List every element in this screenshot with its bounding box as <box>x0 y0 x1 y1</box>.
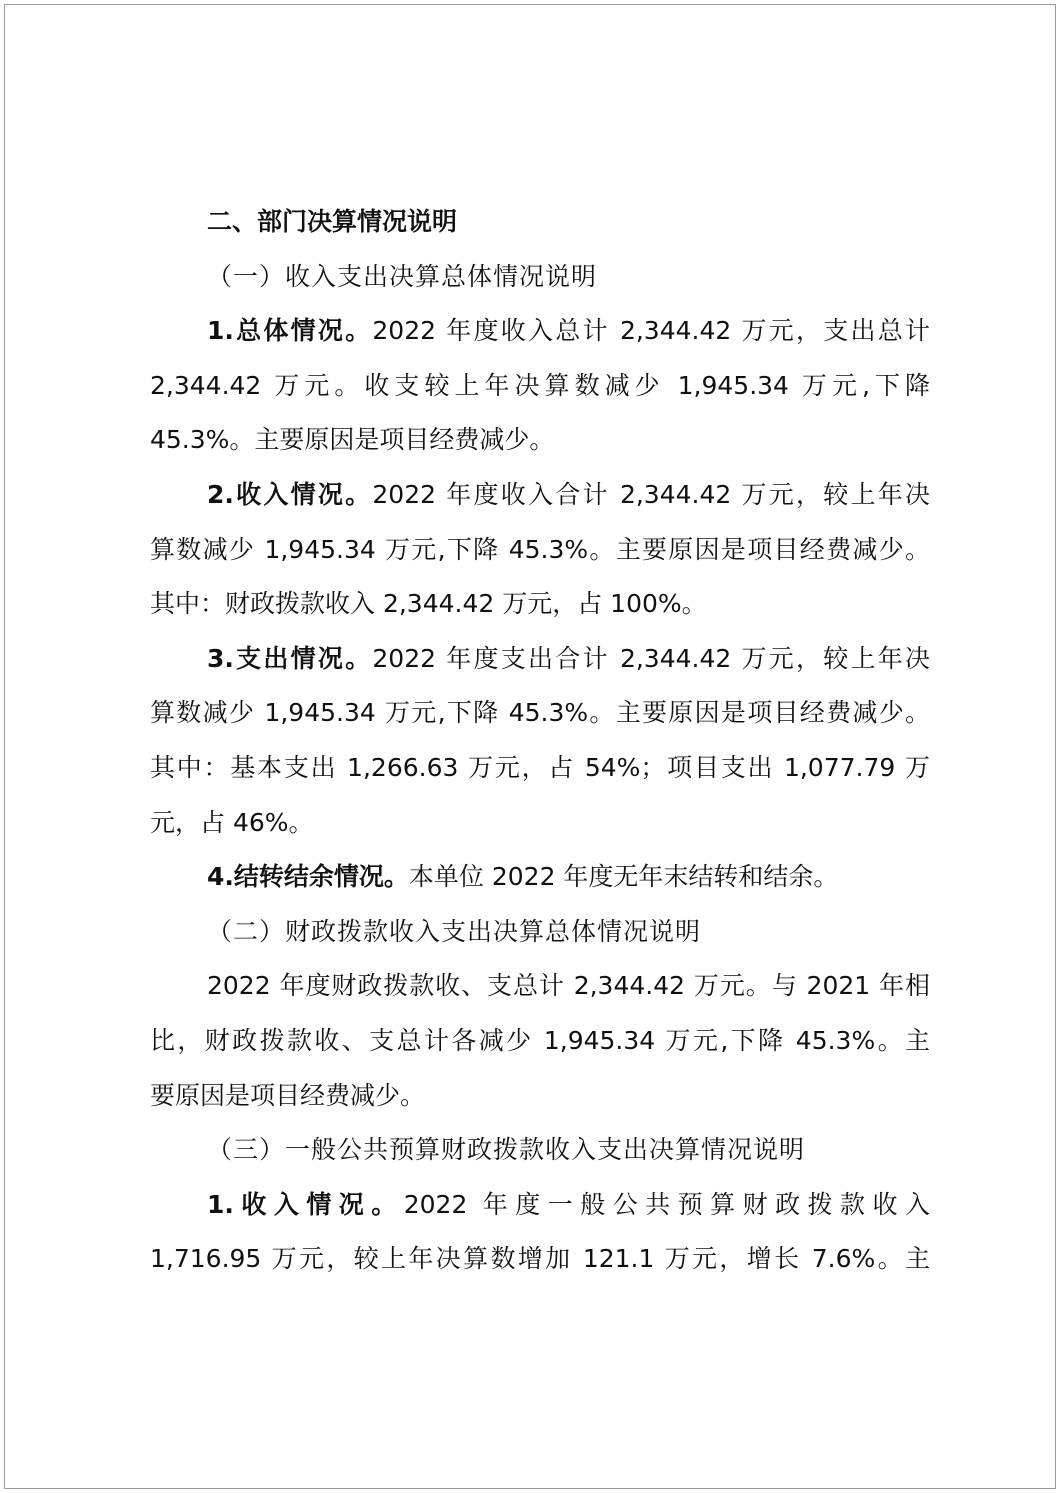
paragraph-line: 1,716.95 万元，较上年决算数增加 121.1 万元，增长 7.6%。主 <box>150 1244 930 1274</box>
paragraph-line: 2.收入情况。2022 年度收入合计 2,344.42 万元，较上年决 <box>207 479 930 509</box>
paragraph-carryover <box>150 850 930 905</box>
paragraph-line: 2,344.42 万元。收支较上年决算数减少 1,945.34 万元,下降 <box>150 370 930 400</box>
paragraph-line: 1.收入情况。2022 年度一般公共预算财政拨款收入 <box>207 1189 930 1219</box>
document-body <box>150 195 930 1287</box>
paragraph-line: 算数减少 1,945.34 万元,下降 45.3%。主要原因是项目经费减少。 <box>150 534 930 564</box>
paragraph-expenditure <box>150 632 930 850</box>
subsection-heading-3: （三）一般公共预算财政拨款收入支出决算情况说明 <box>207 1135 806 1165</box>
paragraph-public-budget-income <box>150 1178 930 1287</box>
paragraph-line: 3.支出情况。2022 年度支出合计 2,344.42 万元，较上年决 <box>207 643 930 673</box>
subsection-heading-2: （二）财政拨款收入支出决算总体情况说明 <box>207 916 702 946</box>
item-label: 4.结转结余情况。 <box>207 862 409 892</box>
item-label: 2.收入情况。 <box>207 479 373 509</box>
section-title: 二、部门决算情况说明 <box>207 207 458 236</box>
paragraph-line: 1.总体情况。2022 年度收入总计 2,344.42 万元，支出总计 <box>207 316 930 346</box>
paragraph-line: 元，占 46%。 <box>150 807 314 837</box>
paragraph-line: 要原因是项目经费减少。 <box>150 1080 426 1110</box>
paragraph-line: 其中：基本支出 1,266.63 万元，占 54%；项目支出 1,077.79 万 <box>150 752 930 782</box>
paragraph-fiscal-total <box>150 959 930 1123</box>
item-label: 3.支出情况。 <box>207 643 373 673</box>
paragraph-line: 比，财政拨款收、支总计各减少 1,945.34 万元,下降 45.3%。主 <box>150 1025 930 1055</box>
item-label: 1.总体情况。 <box>207 316 373 346</box>
paragraph-line: 其中：财政拨款收入 2,344.42 万元，占 100%。 <box>150 589 707 619</box>
paragraph-line: 算数减少 1,945.34 万元,下降 45.3%。主要原因是项目经费减少。 <box>150 698 930 728</box>
paragraph-income <box>150 468 930 632</box>
subsection-heading-1: （一）收入支出决算总体情况说明 <box>207 261 598 291</box>
item-label: 1.收入情况。 <box>207 1189 404 1219</box>
paragraph-line: 45.3%。主要原因是项目经费减少。 <box>150 425 555 455</box>
paragraph-overall <box>150 304 930 468</box>
paragraph-line: 4.结转结余情况。本单位 2022 年度无年末结转和结余。 <box>207 862 839 892</box>
paragraph-line: 2022 年度财政拨款收、支总计 2,344.42 万元。与 2021 年相 <box>207 971 930 1001</box>
document-page <box>4 4 1056 1489</box>
